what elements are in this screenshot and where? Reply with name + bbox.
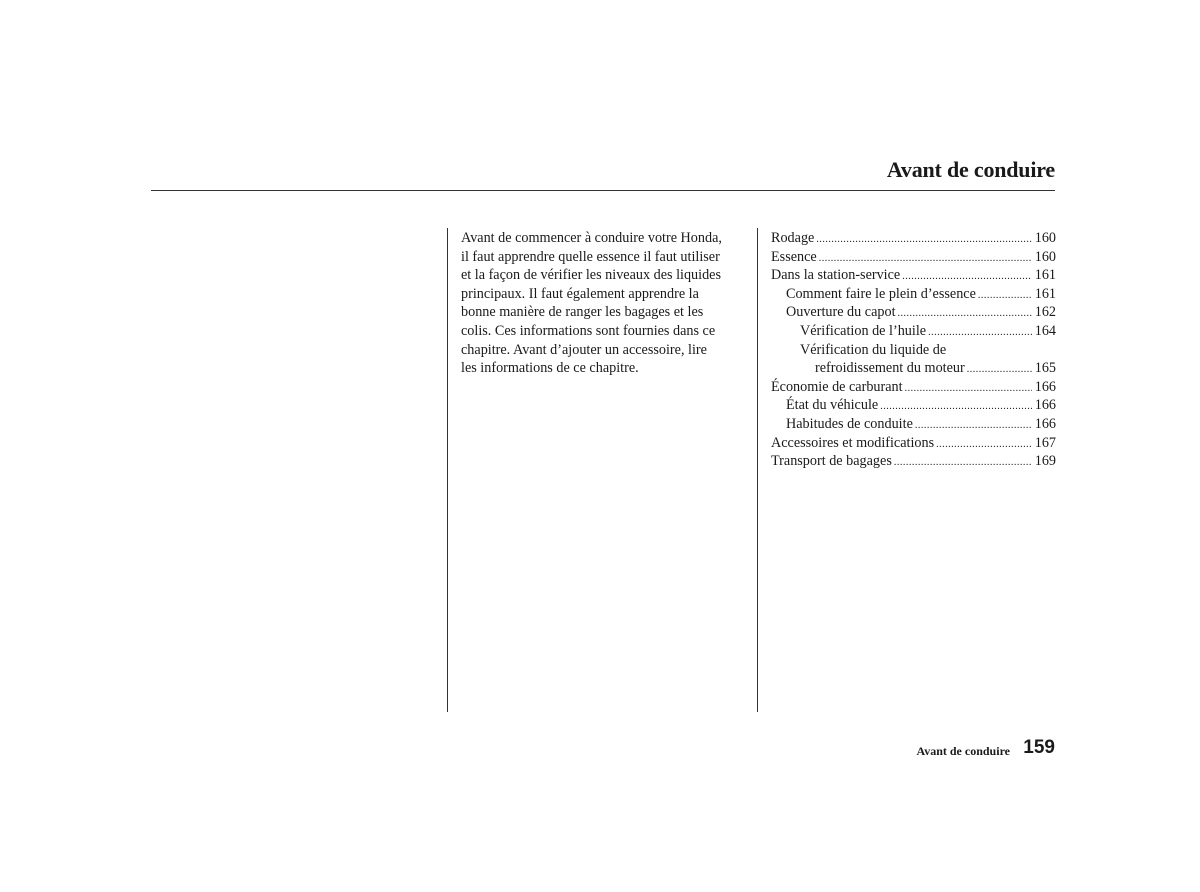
toc-entry-label: Accessoires et modifications	[771, 434, 935, 451]
toc-entry-transport-bagages[interactable]	[771, 452, 1056, 471]
intro-line: il faut apprendre quelle essence il faut utiliser	[461, 248, 720, 265]
intro-line: bonne manière de ranger les bagages et les	[461, 304, 704, 321]
intro-line: principaux. Il faut également apprendre la	[461, 285, 699, 302]
toc-entry-label: Essence	[771, 248, 817, 265]
toc-entry-label: Comment faire le plein d’essence	[786, 285, 976, 302]
toc-entry-verification-huile[interactable]	[771, 322, 1056, 341]
toc-entry-accessoires[interactable]	[771, 434, 1056, 453]
toc-entry-label: Vérification du liquide de	[800, 341, 947, 358]
toc-entry-label: Économie de carburant	[771, 378, 903, 395]
page-number: 159	[1023, 737, 1055, 758]
toc-leader-dots	[816, 231, 1032, 250]
table-of-contents	[771, 229, 1056, 471]
toc-entry-ouverture-capot[interactable]	[771, 303, 1056, 322]
toc-entry-page: 161	[1034, 285, 1056, 302]
column-divider-middle	[757, 228, 758, 712]
toc-leader-dots	[894, 454, 1032, 473]
toc-entry-label: Rodage	[771, 230, 815, 246]
toc-entry-label: refroidissement du moteur	[815, 360, 965, 377]
toc-entry-verification-liquide[interactable]	[771, 341, 1056, 360]
toc-entry-label: Vérification de l’huile	[800, 322, 927, 339]
toc-leader-dots	[967, 361, 1032, 380]
toc-entry-station-service[interactable]	[771, 266, 1056, 285]
header-divider	[151, 190, 1055, 191]
toc-leader-dots	[978, 287, 1032, 306]
toc-leader-dots	[905, 380, 1032, 399]
toc-entry-page: 160	[1034, 230, 1056, 246]
toc-entry-label: Ouverture du capot	[786, 304, 896, 321]
intro-paragraph	[461, 229, 751, 378]
toc-entry-etat-vehicule[interactable]	[771, 396, 1056, 415]
toc-entry-page: 166	[1034, 415, 1056, 432]
toc-leader-dots	[936, 436, 1032, 455]
toc-entry-page: 169	[1034, 453, 1056, 470]
footer-section-label: Avant de conduire	[916, 744, 1010, 758]
toc-entry-economie-carburant[interactable]	[771, 378, 1056, 397]
page-title: Avant de conduire	[886, 157, 1055, 182]
toc-entry-page: 167	[1034, 434, 1056, 451]
toc-entry-page: 166	[1034, 378, 1056, 395]
toc-entry-page: 161	[1034, 267, 1056, 284]
intro-line: colis. Ces informations sont fournies dans ce	[461, 322, 716, 339]
toc-entry-essence[interactable]	[771, 248, 1056, 267]
toc-entry-page: 162	[1034, 304, 1056, 321]
toc-entry-page: 160	[1034, 248, 1056, 265]
toc-entry-label: Transport de bagages	[771, 453, 892, 470]
toc-entry-plein-essence[interactable]	[771, 285, 1056, 304]
intro-line: Avant de commencer à conduire votre Honda,	[461, 230, 722, 246]
toc-entry-page: 164	[1034, 322, 1056, 339]
toc-entry-habitudes-conduite[interactable]	[771, 415, 1056, 434]
toc-entry-refroidissement-moteur[interactable]	[771, 359, 1056, 378]
intro-line: les informations de ce chapitre.	[461, 360, 639, 377]
intro-line: et la façon de vérifier les niveaux des liquides	[461, 267, 722, 284]
toc-entry-rodage[interactable]	[771, 229, 1056, 248]
toc-entry-label: Habitudes de conduite	[786, 415, 913, 432]
toc-entry-page: 166	[1034, 397, 1056, 414]
toc-entry-page: 165	[1034, 360, 1056, 377]
intro-line: chapitre. Avant d’ajouter un accessoire, lire	[461, 341, 707, 358]
toc-entry-label: Dans la station-service	[771, 267, 901, 284]
toc-entry-label: État du véhicule	[786, 397, 879, 414]
column-divider-left	[447, 228, 448, 712]
